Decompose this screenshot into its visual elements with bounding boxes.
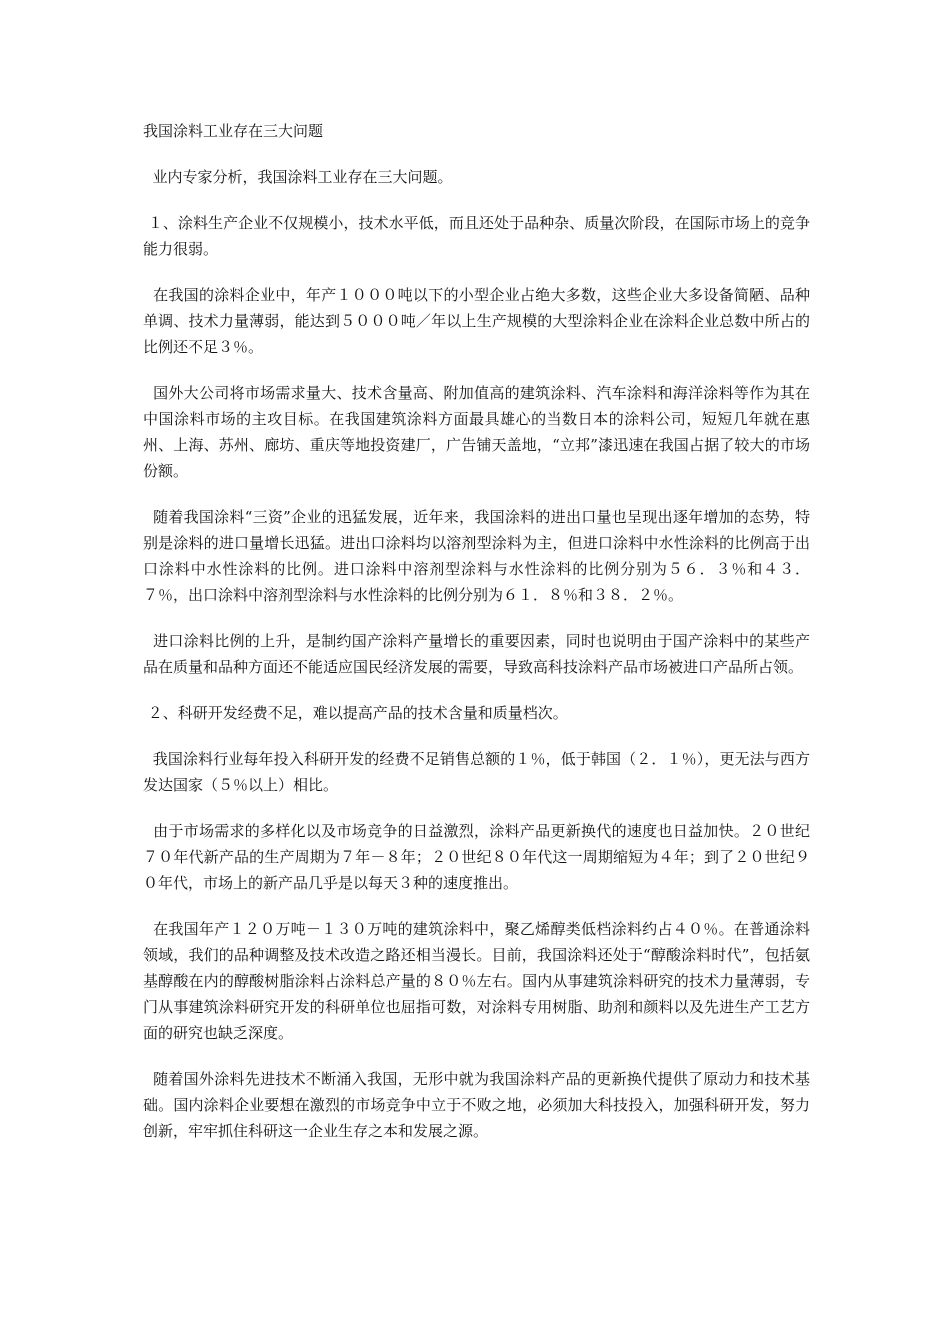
document-title: 我国涂料工业存在三大问题 bbox=[143, 122, 324, 140]
paragraph-conclusion: 随着国外涂料先进技术不断涌入我国，无形中就为我国涂料产品的更新换代提供了原动力和技术基础。国内涂料企业要想在激烈的市场竞争中立于不败之地，必须加大科技投入，加强科研开发，努力创新，牢牢抓住科研这一企业生存之本和发展之源。 bbox=[143, 1070, 810, 1140]
paragraph-problem-2-heading: ２、科研开发经费不足，难以提高产品的技术含量和质量档次。 bbox=[143, 704, 568, 722]
paragraph-architectural-coatings: 在我国年产１２０万吨－１３０万吨的建筑涂料中，聚乙烯醇类低档涂料约占４０％。在普通涂料领域，我们的品种调整及技术改造之路还相当漫长。目前，我国涂料还处于“醇酸涂料时代”，包括氨基醇酸在内的醇酸树脂涂料占涂料总产量的８０％左右。国内从事建筑涂料研究的技术力量薄弱，专门从事建筑涂料研究开发的科研单位也屈指可数，对涂料专用树脂、助剂和颜料以及先进生产工艺方面的研究也缺乏深度。 bbox=[143, 920, 810, 1042]
document-body bbox=[143, 118, 810, 1164]
paragraph-intro: 业内专家分析，我国涂料工业存在三大问题。 bbox=[143, 168, 453, 186]
paragraph-product-cycle: 由于市场需求的多样化以及市场竞争的日益激烈，涂料产品更新换代的速度也日益加快。２０世纪７０年代新产品的生产周期为７年－８年；２０世纪８０年代这一周期缩短为４年；到了２０世纪９０年代，市场上的新产品几乎是以每天３种的速度推出。 bbox=[143, 822, 810, 892]
paragraph-rd-funding: 我国涂料行业每年投入科研开发的经费不足销售总额的１％，低于韩国（２．１％），更无法与西方发达国家（５％以上）相比。 bbox=[143, 750, 810, 794]
paragraph-problem-1-heading: １、涂料生产企业不仅规模小，技术水平低，而且还处于品种杂、质量次阶段，在国际市场上的竞争能力很弱。 bbox=[143, 214, 810, 258]
paragraph-foreign-companies: 国外大公司将市场需求量大、技术含量高、附加值高的建筑涂料、汽车涂料和海洋涂料等作为其在中国涂料市场的主攻目标。在我国建筑涂料方面最具雄心的当数日本的涂料公司，短短几年就在惠州、上海、苏州、廊坊、重庆等地投资建厂，广告铺天盖地，“立邦”漆迅速在我国占据了较大的市场份额。 bbox=[143, 384, 810, 480]
paragraph-import-export: 随着我国涂料“三资”企业的迅猛发展，近年来，我国涂料的进出口量也呈现出逐年增加的态势，特别是涂料的进口量增长迅猛。进出口涂料均以溶剂型涂料为主，但进口涂料中水性涂料的比例高于出口涂料中水性涂料的比例。进口涂料中溶剂型涂料与水性涂料的比例分别为５６．３％和４３．７％，出口涂料中溶剂型涂料与水性涂料的比例分别为６１．８％和３８．２％。 bbox=[143, 508, 810, 604]
paragraph-small-enterprises: 在我国的涂料企业中，年产１０００吨以下的小型企业占绝大多数，这些企业大多设备简陋、品种单调、技术力量薄弱，能达到５０００吨／年以上生产规模的大型涂料企业在涂料企业总数中所占的比例还不足３％。 bbox=[143, 286, 810, 356]
paragraph-import-ratio: 进口涂料比例的上升，是制约国产涂料产量增长的重要因素，同时也说明由于国产涂料中的某些产品在质量和品种方面还不能适应国民经济发展的需要，导致高科技涂料产品市场被进口产品所占领。 bbox=[143, 632, 810, 676]
